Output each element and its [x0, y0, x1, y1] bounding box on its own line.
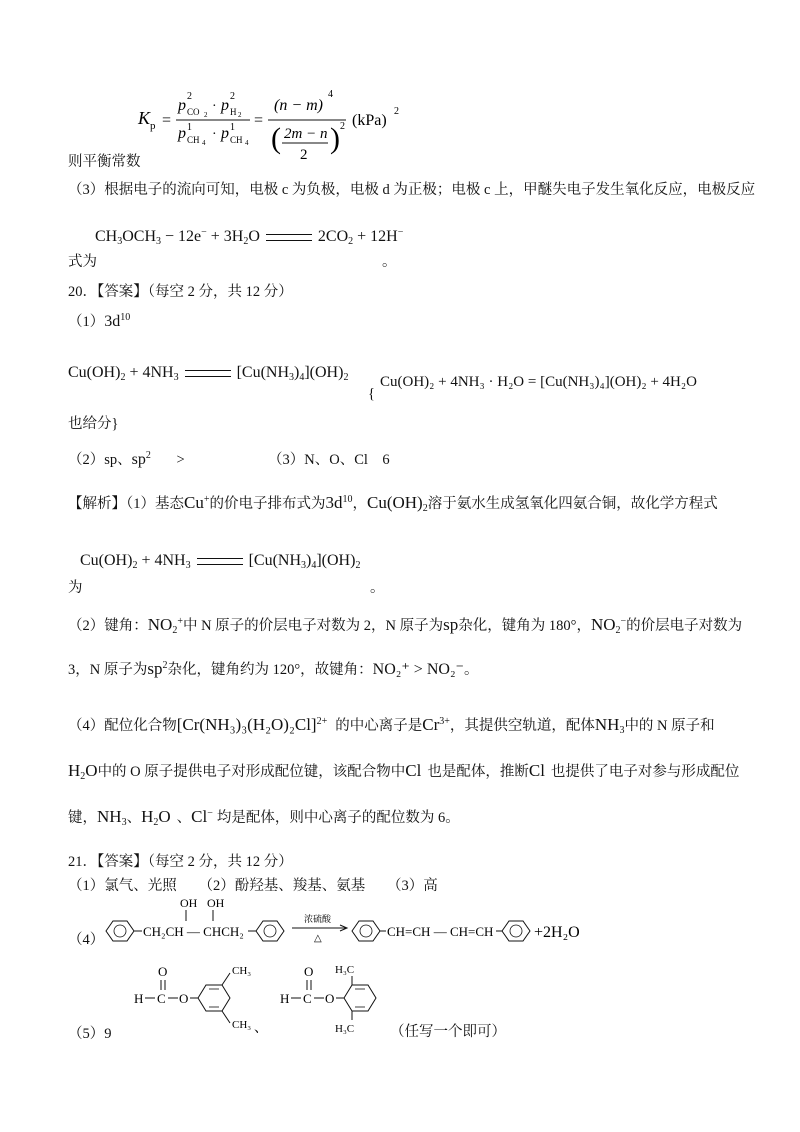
- kp-den-sup1: 1: [187, 122, 192, 133]
- jx-text: 也提供了电子对参与形成配位: [550, 764, 740, 780]
- kp-rhs-den-inner-num: 2m − n: [284, 126, 328, 142]
- q3-eq-sup: −: [201, 227, 207, 238]
- p5-o2: O: [325, 991, 335, 1006]
- kp-rhs-den-sup: 2: [340, 121, 345, 132]
- jx-chem: NO₂⁺ > NO₂⁻: [372, 661, 464, 678]
- kp-den-sub2b: 4: [245, 139, 249, 147]
- kp-num-sub1b: 2: [204, 111, 208, 119]
- jx-sup: −: [620, 616, 627, 627]
- jx-chem: sp: [147, 659, 163, 678]
- jx20-line7: [68, 806, 460, 827]
- a20-p2-label: （2）sp、: [68, 452, 132, 468]
- kp-eq2: =: [254, 112, 264, 129]
- p5-sep: 、: [254, 1021, 268, 1036]
- jx-text: （4）配位化合物: [68, 718, 177, 734]
- a21-p4-cond: 浓硫酸: [304, 914, 332, 924]
- kp-rhs-rparen: ): [330, 122, 340, 155]
- q3-text: （3）根据电子的流向可知，电极 c 为负极，电极 d 为正极；电极 c 上，甲醚失电子发生氧化反应，电极反应: [68, 182, 756, 198]
- p5-ch3-a: CH₃: [232, 965, 252, 977]
- q3-eq-sub: 3: [156, 236, 162, 247]
- a21-p4-delta: △: [314, 933, 322, 944]
- p5-o2-top: O: [304, 964, 314, 979]
- q3-equation: [95, 228, 403, 246]
- a20-title: 20．【答案】（每空 2 分，共 12 分）: [68, 284, 293, 300]
- benzene-ring-icon: [502, 921, 530, 941]
- p5-h2: H: [280, 991, 290, 1006]
- a20-alt-equation: Cu(OH)₂ + 4NH₃ · H₂O = [Cu(NH₃)₄](OH)₂ + 4H₂O: [380, 374, 697, 390]
- p5-o-top: O: [158, 964, 168, 979]
- kp-num-sup1: 2: [187, 91, 192, 102]
- jx-text: 中的 N 原子和: [624, 718, 715, 734]
- jx20-line6: [68, 760, 739, 781]
- p5-h3c-a: H₃C: [335, 964, 355, 976]
- jx-eq-sub: 4: [311, 560, 317, 571]
- aromatic-circle: [510, 925, 522, 937]
- p5-h: H: [134, 991, 144, 1006]
- q3-tail-a: 式为: [68, 254, 97, 270]
- jx-text: 中 N 原子的价层电子对数为 2，N 原子为: [182, 618, 444, 634]
- kp-rhs-num-sup: 4: [328, 89, 333, 100]
- jx-sup: +: [177, 616, 183, 627]
- a20-p1-sup: 10: [120, 312, 131, 323]
- jx-chem: H: [68, 761, 81, 780]
- kp-formula-svg: [132, 86, 402, 166]
- a21-p4-label: （4）: [68, 932, 105, 948]
- equals-arrow: [197, 558, 243, 565]
- aromatic-circle: [360, 925, 372, 937]
- jx20-line2-a: 为: [68, 580, 83, 596]
- jx-text: 、: [126, 810, 142, 826]
- a20-p2-sp: sp: [131, 451, 146, 468]
- jx20-line2-b: 。: [370, 580, 385, 596]
- jx-sup: 10: [342, 494, 353, 505]
- kp-den-sub1: CH: [187, 135, 200, 145]
- jx-text: ，: [352, 496, 367, 512]
- jx-chem: O: [85, 761, 98, 780]
- jx-chem: [Cr(NH₃)₃(H₂O)₂Cl]: [176, 715, 317, 734]
- kp-num-sup2: 2: [230, 91, 235, 102]
- jx-eq-part: ): [306, 552, 312, 569]
- q3-eq-sup: −: [397, 227, 404, 238]
- jx20-equation: [80, 552, 360, 570]
- a20-p1: [68, 310, 130, 331]
- a20-p1-label: （1）: [68, 314, 105, 330]
- a20-p3: （3）N、O、Cl 6: [268, 452, 390, 468]
- a21-title: 21．【答案】（每空 2 分，共 12 分）: [68, 854, 293, 870]
- benzene-ring-icon: [256, 921, 284, 941]
- jx-text: 的价层电子对数为: [626, 618, 743, 634]
- jx-sub: 2: [172, 625, 178, 636]
- a21-p5-svg: [130, 960, 430, 1045]
- jx-chem: Cl: [528, 761, 545, 780]
- jx-text: 溶于氨水生成氢氧化四氨合铜，故化学方程式: [427, 496, 718, 512]
- jx-chem: NH: [594, 715, 620, 734]
- a20-alt-brace: {: [368, 386, 375, 402]
- jx-text: 的价电子排布式为: [209, 496, 326, 512]
- aromatic-circle: [114, 925, 126, 937]
- a21-line1: （1）氯气、光照 （2）酚羟基、羧基、氨基 （3）高: [68, 878, 438, 894]
- q3-eq-part: − 12e: [161, 228, 202, 245]
- q3-eq-part: OCH: [122, 228, 157, 245]
- jx-text: 的中心离子是: [335, 718, 423, 734]
- kp-eq1: =: [162, 112, 172, 129]
- kp-symbol: K: [138, 108, 151, 128]
- jx-chem: Cl: [191, 807, 208, 826]
- benzene-ring-icon: [106, 921, 134, 941]
- bond-line: [222, 973, 230, 985]
- a21-p5-structures: [130, 960, 430, 1050]
- jx-text: 键，: [68, 810, 97, 826]
- jx-sup: −: [207, 808, 213, 819]
- jx20-line1: [68, 492, 718, 513]
- kp-rhs-lparen: (: [271, 122, 281, 155]
- jx20-line3: [68, 614, 742, 635]
- q3-eq-sub: 2: [243, 236, 249, 247]
- a20-p2-gt: >: [176, 452, 185, 468]
- a20-eq-sub: 4: [299, 372, 305, 383]
- a21-p4-oh1: OH: [180, 896, 198, 910]
- jx-chem: NH: [97, 807, 122, 826]
- jx-eq-part: ](OH): [316, 552, 356, 569]
- q3-eq-part: CH: [95, 228, 118, 245]
- kp-rhs-num: (n − m): [274, 97, 324, 114]
- a20-equation: [68, 364, 348, 382]
- jx-text: 中的 O 原子提供电子对形成配位键，该配合物中: [97, 764, 406, 780]
- jx-chem: sp: [443, 615, 459, 634]
- kp-num-dot: ·: [212, 99, 217, 114]
- p5-c: C: [157, 991, 166, 1006]
- q3-eq-part: O: [248, 228, 260, 245]
- a20-eq-part: ](OH): [304, 364, 344, 381]
- a20-eq-part: [Cu(NH: [236, 364, 290, 381]
- jx-eq-sub: 3: [185, 560, 191, 571]
- kp-caption: 则平衡常数: [68, 154, 141, 170]
- jx-sub: 2: [422, 503, 428, 514]
- a20-eq-sub: 3: [173, 372, 179, 383]
- jx-text: 3，N 原子为: [68, 662, 148, 678]
- jx-chem: Cl: [405, 761, 422, 780]
- p5-h3c-b: H₃C: [335, 1023, 355, 1035]
- jx-text: 杂化，键角为 180°，: [458, 618, 591, 634]
- jx20-line5: [68, 714, 715, 735]
- kp-sub: p: [150, 120, 156, 132]
- jx-eq-sub: 2: [355, 560, 361, 571]
- a21-p4-chain: CH₂CH — CHCH₂: [143, 924, 244, 939]
- kp-num-sub1: CO: [187, 107, 200, 117]
- a21-p4-svg: [100, 895, 590, 955]
- q3-tail-b: 。: [382, 254, 397, 270]
- jx-chem: NO: [147, 615, 173, 634]
- a21-p4-oh2: OH: [207, 896, 225, 910]
- a20-p2-sup: 2: [145, 450, 151, 461]
- kp-den-sub1b: 4: [202, 139, 206, 147]
- kp-unit-sup: 2: [394, 106, 399, 117]
- q3-eq-part: 2CO: [317, 228, 349, 245]
- a21-p5-label: （5）9: [68, 1026, 112, 1042]
- q3-eq-part: + 3H: [206, 228, 244, 245]
- jx-sup: +: [203, 494, 210, 505]
- bond-line: [222, 1011, 230, 1023]
- jx-eq-part: + 4NH: [137, 552, 186, 569]
- equals-arrow: [266, 234, 312, 241]
- jx-sub: 2: [615, 625, 621, 636]
- a20-alt-tail: 也给分}: [68, 416, 119, 432]
- jx-text: 均是配体，则中心离子的配位数为 6。: [216, 810, 460, 826]
- a21-p4-reaction: [100, 895, 590, 960]
- kp-num-p1: p: [178, 97, 186, 114]
- jx-chem: NO: [590, 615, 616, 634]
- jx-eq-part: [Cu(NH: [248, 552, 302, 569]
- a20-eq-part: + 4NH: [125, 364, 174, 381]
- equals-arrow: [185, 370, 231, 377]
- a20-eq-part: ): [294, 364, 300, 381]
- kp-unit: (kPa): [352, 112, 387, 129]
- jx-text: 。: [463, 662, 479, 678]
- p5-ch3-b: CH₃: [232, 1019, 252, 1031]
- benzene-ring-icon: [352, 921, 380, 941]
- jx20-line4: [68, 658, 478, 679]
- kp-den-sup2: 1: [230, 122, 235, 133]
- a20-p1-config: 3d: [104, 313, 121, 330]
- a21-p4-water: +2H₂O: [534, 924, 580, 941]
- kp-formula: [132, 86, 402, 166]
- jx-chem: Cu: [184, 493, 204, 512]
- kp-rhs-den-inner-den: 2: [300, 147, 308, 163]
- jx-eq-part: Cu(OH): [80, 552, 133, 569]
- kp-num-p2: p: [221, 97, 229, 114]
- jx-eq-sub: 3: [301, 560, 307, 571]
- jx-sub: 3: [619, 725, 625, 736]
- aromatic-circle: [264, 925, 276, 937]
- q3-eq-sub: 3: [117, 236, 123, 247]
- a21-p4-product: CH=CH — CH=CH: [387, 924, 494, 939]
- jx-chem: O: [158, 807, 171, 826]
- jx-chem: H: [141, 807, 154, 826]
- jx-text: 、: [176, 810, 192, 826]
- jx-sub: 2: [80, 771, 86, 782]
- jx-text: ，其提供空轨道，配体: [449, 718, 595, 734]
- kp-den-p2: p: [221, 125, 229, 142]
- q3-eq-part: + 12H: [353, 228, 398, 245]
- jx-chem: Cr: [422, 715, 440, 734]
- a20-eq-part: Cu(OH): [68, 364, 121, 381]
- a21-p5-note: （任写一个即可）: [390, 1024, 506, 1040]
- a20-eq-sub: 2: [120, 372, 126, 383]
- a20-p2: [68, 448, 185, 469]
- kp-den-sub2: CH: [230, 135, 243, 145]
- a20-eq-sub: 3: [289, 372, 295, 383]
- jx-chem: 3d: [325, 493, 343, 512]
- jx-sup: 2: [162, 660, 168, 671]
- jx-sup: 2+: [316, 716, 328, 727]
- jx-sub: 3: [121, 817, 127, 828]
- kp-den-dot: ·: [212, 127, 217, 142]
- jx-text: 【解析】（1）基态: [68, 496, 184, 512]
- jx-chem: Cu(OH): [366, 493, 423, 512]
- jx-sub: 2: [153, 817, 159, 828]
- q3-eq-sub: 2: [348, 236, 354, 247]
- a20-eq-sub: 2: [343, 372, 349, 383]
- p5-c2: C: [303, 991, 312, 1006]
- kp-den-p1: p: [178, 125, 186, 142]
- jx-text: 杂化，键角约为 120°，故键角：: [167, 662, 373, 678]
- p5-o: O: [179, 991, 189, 1006]
- jx-sup: 3+: [439, 716, 450, 727]
- jx-eq-sub: 2: [132, 560, 138, 571]
- jx-text: （2）键角：: [68, 618, 148, 634]
- kp-num-sub2: H: [230, 107, 237, 117]
- kp-num-sub2b: 2: [238, 111, 242, 119]
- jx-text: 也是配体，推断: [427, 764, 529, 780]
